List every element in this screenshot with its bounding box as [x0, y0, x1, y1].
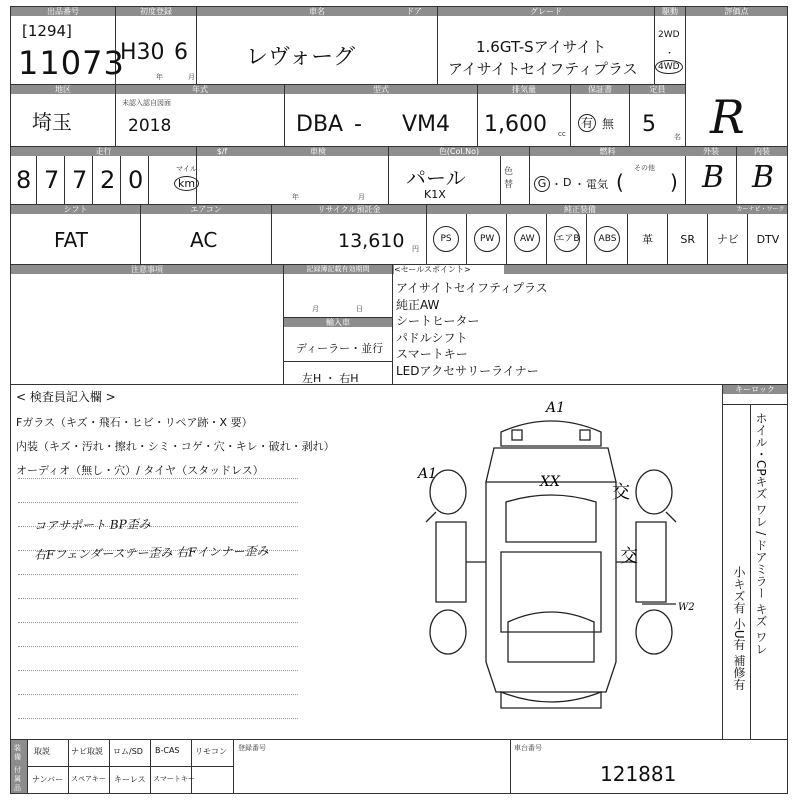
inspector-line-audio: オーディオ（無し・穴）/ タイヤ（スタッドレス） — [16, 464, 264, 477]
inspection-header: 車検 — [248, 147, 388, 156]
sales-point: スマートキー — [396, 347, 468, 361]
record-day-unit: 日 — [356, 305, 363, 313]
handwritten-note-1: コアサポート BP歪み — [33, 516, 151, 534]
shift-header: シフト — [11, 205, 140, 214]
color-header: 色(Col.No) — [389, 147, 529, 156]
model-year: 2018 — [128, 116, 172, 136]
mileage-digit-3: 7 — [72, 166, 88, 194]
capacity-value: 5 — [642, 112, 656, 137]
equipment-item — [546, 214, 587, 264]
displacement-unit: cc — [558, 130, 566, 138]
bottom-item: スマートキー — [153, 775, 195, 783]
equipment-label: SR — [680, 232, 696, 246]
drive-header: 駆動 — [655, 7, 685, 16]
region-header: 地区 — [11, 85, 115, 94]
equipment-label: PS — [433, 226, 459, 252]
aircon-header: エアコン — [141, 205, 271, 214]
fuel-header: 燃料 — [530, 147, 685, 156]
exterior-score: B — [702, 160, 725, 195]
mileage-header: 走行 — [11, 147, 196, 156]
fuel-diesel: D — [563, 176, 572, 189]
bottom-item: B-CAS — [155, 746, 180, 755]
equipment-label: PW — [474, 226, 500, 252]
year-note: 未認入認自図面 — [122, 99, 171, 107]
color-code: K1X — [424, 188, 446, 201]
type-prefix: DBA — [296, 112, 344, 137]
sales-point: パドルシフト — [396, 330, 468, 345]
meter-header: $/f — [197, 147, 247, 156]
car-name-header: 車名 — [197, 7, 437, 16]
fuel-sep-2: ・ — [574, 178, 585, 191]
import-hand: 左H ・ 右H — [302, 372, 359, 385]
mileage-unit-mile: マイル — [176, 165, 197, 173]
warranty-no: 無 — [602, 117, 615, 131]
year-header: 年式 — [116, 85, 284, 94]
bottom-label-1: 装備 — [14, 744, 21, 761]
car-name: レヴォーグ — [246, 45, 356, 70]
type-dash: - — [354, 112, 362, 137]
recycle-value: 13,610 — [338, 230, 405, 252]
mileage-digit-5: 0 — [128, 166, 144, 194]
sales-points-list — [396, 280, 548, 379]
displacement-value: 1,600 — [484, 112, 547, 137]
recycle-unit: 円 — [412, 245, 419, 253]
record-month-unit: 月 — [312, 305, 319, 313]
warranty-yes: 有 — [578, 114, 596, 132]
drive-sep: ・ — [665, 49, 675, 59]
bottom-item: 取説 — [34, 747, 50, 756]
equipment-label: エアB — [554, 226, 580, 252]
lot-prefix: [1294] — [22, 22, 72, 40]
first-reg-era: H30 — [120, 40, 165, 65]
right-note-2: 小キズ有 小U有 補修有 — [732, 566, 746, 691]
color-change-label: 色替 — [504, 167, 514, 190]
navi-type-header: カーナビ・ワーク — [734, 205, 787, 214]
bottom-item: スペアキー — [71, 775, 106, 783]
bottom-label-2: 付属品 — [14, 766, 21, 792]
chassis-number: 121881 — [600, 762, 677, 786]
equipment-header: 純正装備 — [427, 205, 733, 214]
equipment-item — [466, 214, 507, 264]
score-header: 評価点 — [686, 7, 787, 16]
inspection-year-unit: 年 — [292, 193, 299, 201]
car-damage-diagram — [406, 392, 696, 732]
diagram-mark-front-right: 交 — [612, 482, 630, 503]
interior-score: B — [752, 160, 775, 195]
capacity-header: 定員 — [630, 85, 685, 94]
equipment-item — [707, 214, 748, 264]
mileage-digit-1: 8 — [16, 166, 32, 194]
bottom-item: キーレス — [114, 775, 146, 784]
diagram-mark-roof: XX — [540, 474, 560, 490]
diagram-mark-left: A1 — [418, 466, 438, 482]
diagram-mark-top: A1 — [546, 400, 566, 416]
equipment-item — [747, 214, 788, 264]
region: 埼玉 — [32, 110, 72, 134]
equipment-item — [506, 214, 547, 264]
equipment-item — [667, 214, 708, 264]
exterior-header: 外装 — [686, 147, 736, 156]
caution-header: 注意事項 — [11, 265, 283, 274]
shift-value: FAT — [54, 228, 89, 252]
inspector-line-interior: 内装（キズ・汚れ・擦れ・シミ・コゲ・穴・キレ・破れ・剥れ） — [16, 440, 335, 453]
bottom-item: リモコン — [195, 747, 227, 756]
inspector-header: < 検査員記入欄 > — [16, 390, 116, 404]
inspector-line-glass: Fガラス（キズ・飛石・ヒビ・リペア跡・X 要） — [16, 416, 253, 429]
mileage-digit-2: 7 — [44, 166, 60, 194]
import-header: 輸入車 — [284, 318, 392, 327]
interior-header: 内装 — [737, 147, 787, 156]
capacity-unit: 名 — [674, 133, 681, 141]
equipment-label: ABS — [594, 226, 620, 252]
bottom-item: ナビ取説 — [71, 747, 103, 756]
equipment-label: 革 — [642, 233, 654, 246]
recycle-header: リサイクル預託金 — [272, 205, 426, 214]
key-lock-header: キーロック — [723, 385, 787, 394]
type-header: 型式 — [285, 85, 477, 94]
auction-sheet — [10, 6, 788, 794]
sales-point: 純正AW — [396, 297, 440, 312]
first-reg-month: 6 — [174, 40, 188, 65]
lot-number: 11073 — [18, 44, 125, 82]
equipment-label: AW — [514, 226, 540, 252]
warranty-header: 保証書 — [571, 85, 629, 94]
overall-score: R — [710, 90, 745, 144]
equipment-label: ナビ — [716, 233, 739, 246]
drive-2wd: 2WD — [658, 30, 680, 40]
diagram-mark-door-right: 交 — [620, 546, 638, 567]
fuel-paren-close: ) — [670, 170, 678, 194]
equipment-item — [426, 214, 466, 264]
diagram-mark-right-side: W2 — [678, 602, 695, 613]
aircon-value: AC — [190, 228, 218, 252]
sales-point: アイサイトセイフティプラス — [396, 281, 548, 295]
mileage-digit-4: 2 — [100, 166, 116, 194]
sales-point: シートヒーター — [396, 314, 480, 328]
sales-points-header: <セールスポイント> — [394, 265, 504, 274]
right-note-1: ホイル・CPキズ ワレ / ドアミラー キズ ワレ — [754, 412, 768, 655]
bottom-item: ナンバー — [32, 775, 64, 784]
grade-header: グレード — [438, 7, 654, 16]
import-dealer: ディーラー・並行 — [296, 342, 384, 355]
sales-point: LEDアクセサリーライナー — [396, 363, 539, 378]
equipment-item — [627, 214, 668, 264]
first-reg-header: 初度登録 — [116, 7, 196, 16]
fuel-electric: 電気 — [586, 178, 608, 191]
equipment-label: DTV — [756, 232, 780, 246]
chassis-no-label: 車台番号 — [514, 744, 542, 752]
lot-no-header: 出品番号 — [11, 7, 115, 16]
grade-line-2: アイサイトセイフティプラス — [448, 60, 638, 78]
reg-no-label: 登録番号 — [238, 744, 266, 752]
displacement-header: 排気量 — [478, 85, 570, 94]
handwritten-note-2: 右Fフェンダーステー歪み 右Fインナー歪み — [33, 543, 269, 563]
equipment-item — [586, 214, 627, 264]
first-reg-year-unit: 年 — [156, 73, 163, 81]
record-book-header: 記録簿記載有効期間 — [284, 265, 392, 274]
door-header: ドア — [390, 7, 438, 16]
drive-4wd: 4WD — [655, 60, 683, 74]
equipment-row — [426, 214, 787, 264]
first-reg-month-unit: 月 — [188, 73, 195, 81]
inspection-month-unit: 月 — [358, 193, 365, 201]
color-name: パール — [406, 166, 466, 190]
fuel-paren-open: ( — [616, 170, 624, 194]
bottom-item: ロム/SD — [113, 747, 143, 756]
fuel-gasoline: G — [534, 176, 550, 192]
fuel-sep-1: ・ — [551, 178, 562, 191]
mileage-unit-km: km — [174, 176, 199, 191]
type-code: VM4 — [402, 112, 451, 137]
fuel-other-label: その他 — [634, 164, 655, 172]
grade-line-1: 1.6GT-Sアイサイト — [476, 38, 607, 56]
